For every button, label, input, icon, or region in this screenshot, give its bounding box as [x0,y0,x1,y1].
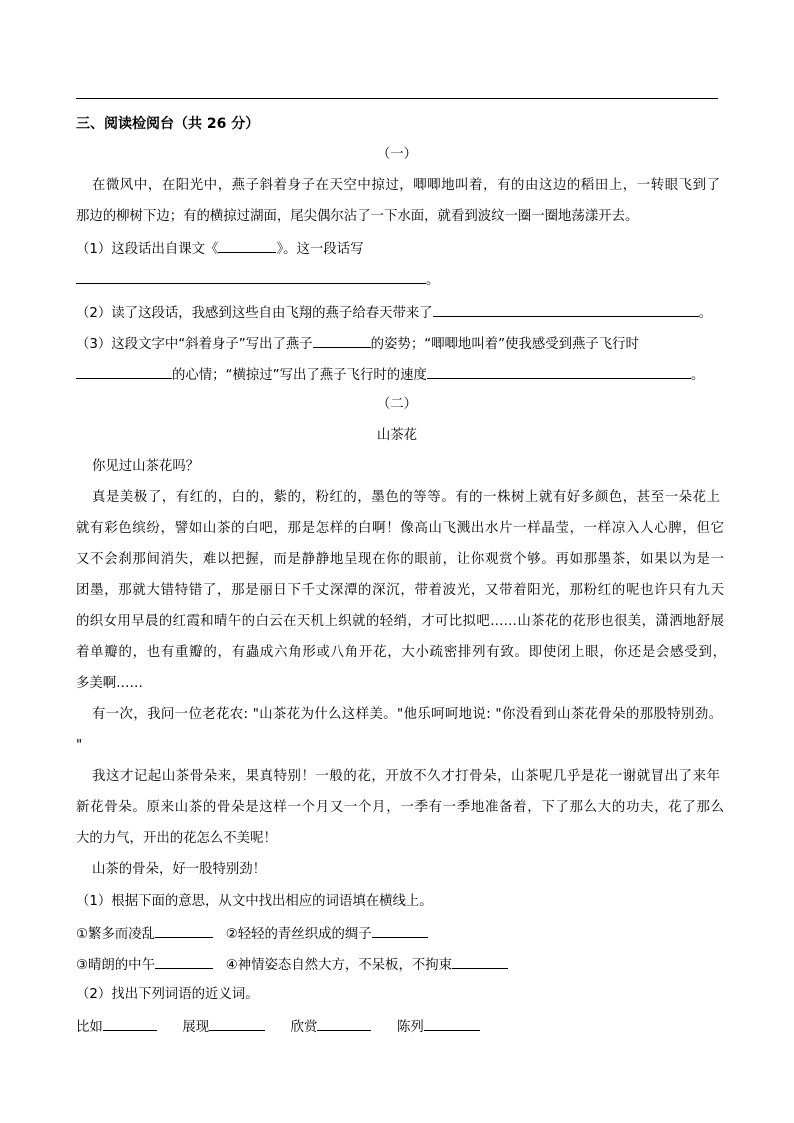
q22-word-4: 陈列 [396,1020,424,1035]
passage-2-line: 我这才记起山茶骨朵来，果真特别！一般的花，开放不久才打骨朵，山茶呢几乎是花一谢就冒出了来年 [92,769,720,784]
passage-2-line: 真是美极了，有红的，白的，紫的，粉红的，墨色的等等。有的一株树上就有好多颜色，甚至一朵花上 [92,490,720,505]
q21-blank-1[interactable] [155,924,213,938]
q21-blank-2[interactable] [372,924,428,938]
question-1-3-cont [76,365,704,385]
q2-text: （2）读了这段话，我感到这些自由飞翔的燕子给春天带来了 [76,306,433,321]
question-1-3 [76,334,639,354]
q21-item-3: ③晴朗的中午 [76,958,155,973]
q1-text-b: 》。这一段话写 [276,242,364,257]
header-rule [76,98,718,99]
passage-2-label: （二） [376,397,418,412]
q22-blank-4[interactable] [424,1017,480,1031]
passage-2-line: 有一次，我问一位老花农: "山茶花为什么这样美。"他乐呵呵地说: "你没看到山茶花骨朵的那股特别劲。 [92,707,722,722]
q22-blank-2[interactable] [209,1017,265,1031]
passage-2-line: 多美啊…… [76,676,143,691]
question-2-1-row-2 [76,955,508,975]
passage-2-line: 就有彩色缤纷，譬如山茶的白吧，那是怎样的白啊！像高山飞溅出水片一样晶莹，一样凉入人心脾，但它 [76,521,724,536]
question-1-2 [76,303,712,323]
q3-text-b: 的姿势；“唧唧地叫着”使我感受到燕子飞行时 [370,337,639,352]
q22-word-1: 比如 [76,1020,103,1035]
passage-1-label: （一） [376,147,418,162]
question-2-2-row [76,1017,480,1037]
passage-2-line: 山茶的骨朵，好一股特别劲！ [92,862,267,877]
q21-blank-3[interactable] [155,955,213,969]
q1-blank-1[interactable] [218,239,276,253]
q3-end: 。 [690,368,705,383]
q21-item-4: ④神情姿态自然大方，不呆板，不拘束 [225,958,453,973]
q1-text-a: （1）这段话出自课文《 [76,242,219,257]
question-2-2: （2）找出下列词语的近义词。 [76,987,259,1002]
q22-blank-3[interactable] [317,1017,371,1031]
passage-2-line: 着单瓣的，也有重瓣的，有蟲成六角形或八角开花，大小疏密排列有致。即使闭上眼，你还是会感受到， [76,645,726,660]
question-2-1: （1）根据下面的意思，从文中找出相应的词语填在横线上。 [76,894,433,909]
q2-end: 。 [698,306,713,321]
passage-2-line: 大的力气，开出的花怎么不美呢！ [76,831,277,846]
question-2-1-row-1 [76,924,428,944]
question-1-1-cont [76,270,439,290]
passage-2-line: 团墨，那就大错特错了，那是丽日下千丈深潭的深沉，带着波光，又带着阳光，那粉红的呢也许只有九天 [76,583,724,598]
question-1-1 [76,239,363,259]
q3-blank-1[interactable] [313,334,371,348]
q3-text-c: 的心情；“横掠过”写出了燕子飞行时的速度 [172,368,427,383]
q1-blank-2[interactable] [76,270,426,284]
passage-2-title: 山茶花 [376,428,418,443]
q3-blank-2[interactable] [76,365,172,379]
q21-blank-4[interactable] [452,955,508,969]
q22-blank-1[interactable] [103,1017,157,1031]
passage-2-line: 新花骨朵。原来山茶的骨朵是这样一个月又一个月，一季有一季地准备着，下了那么大的功夫，花了那么 [76,800,724,815]
passage-1-line-2: 那边的柳树下边；有的横掠过湖面，尾尖偶尔沾了一下水面，就看到波纹一圈一圈地荡漾开去。 [76,209,639,224]
passage-2-line: 你见过山茶花吗？ [92,459,200,474]
q2-blank[interactable] [433,303,699,317]
passage-2-line: 的织女用早晨的红霞和晴午的白云在天机上织就的轻绡，才可比拟吧……山茶花的花形也很美，潇洒地舒展 [76,614,724,629]
q3-text-a: （3）这段文字中“斜着身子”写出了燕子 [76,337,313,352]
section-title: 三、阅读检阅台（共 26 分） [76,116,260,132]
passage-2-line: 又不会刹那间消失，难以把握，而是静静地呈现在你的眼前，让你观赏个够。再如那墨茶，如果以为是一 [76,552,724,567]
passage-1-line-1: 在微风中，在阳光中，燕子斜着身子在天空中掠过，唧唧地叫着，有的由这边的稻田上，一转眼飞到了 [92,178,720,193]
q3-blank-3[interactable] [427,365,691,379]
q21-item-2: ②轻轻的青丝织成的绸子 [225,927,372,942]
q21-item-1: ①繁多而凌乱 [76,927,155,942]
q22-word-2: 展现 [182,1020,210,1035]
q22-word-3: 欣赏 [290,1020,318,1035]
q1-end: 。 [426,273,440,288]
passage-2-line: " [76,738,83,753]
